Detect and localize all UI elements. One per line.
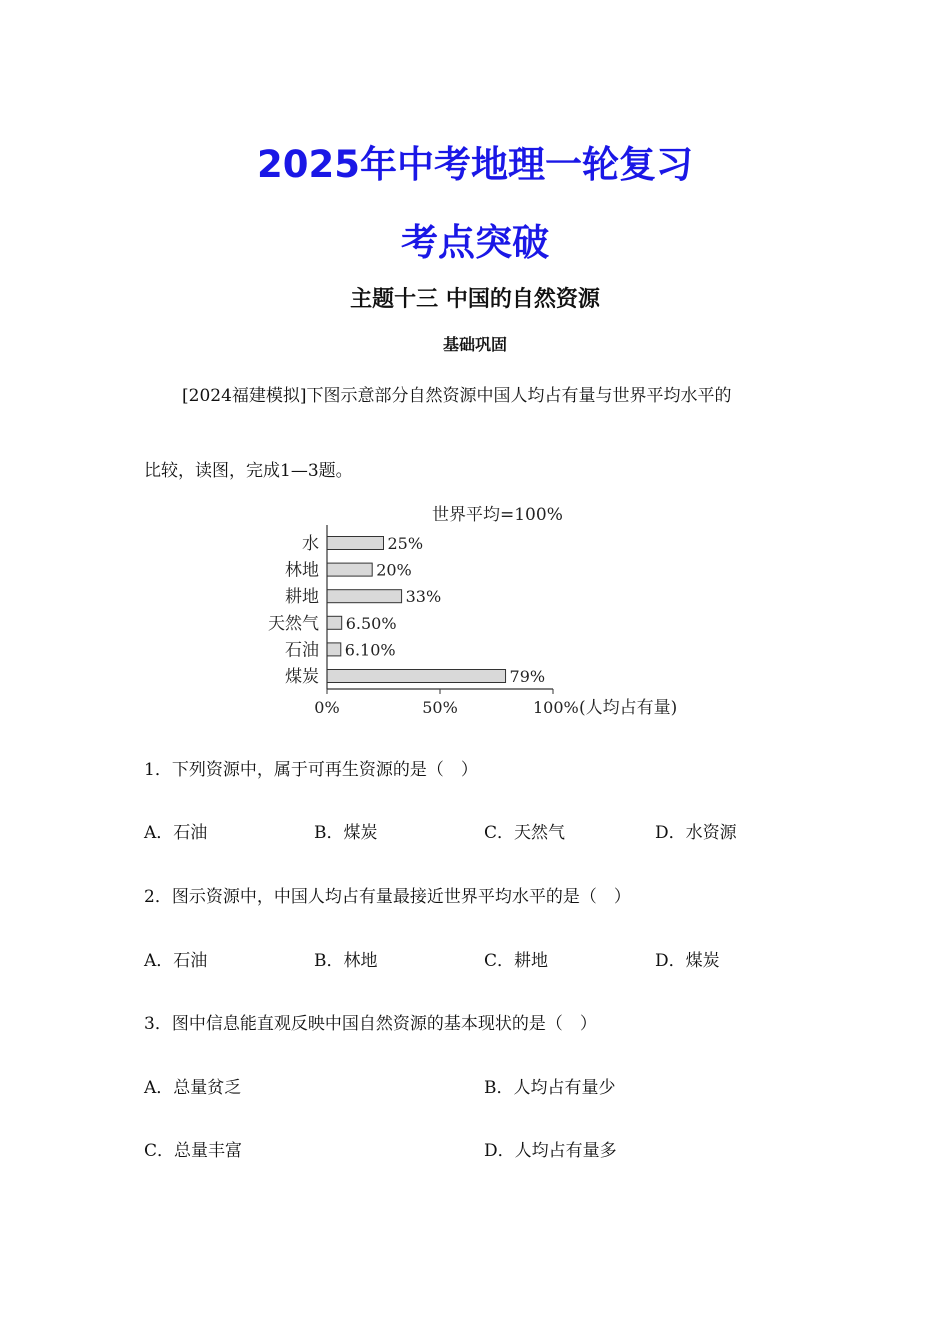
category-label: 煤炭 xyxy=(285,667,319,687)
bar xyxy=(327,590,402,603)
bar xyxy=(327,616,342,629)
question-3-stem: 3．图中信息能直观反映中国自然资源的基本现状的是（ ） xyxy=(144,1014,597,1034)
x-axis-label: (人均占有量) xyxy=(579,698,678,718)
x-tick-label: 100% xyxy=(533,698,579,717)
value-label: 79% xyxy=(509,667,546,686)
category-label: 天然气 xyxy=(268,613,319,634)
value-label: 6.10% xyxy=(344,640,396,660)
category-label: 石油 xyxy=(285,640,319,661)
question-2-option-d[interactable]: D．煤炭 xyxy=(655,951,720,971)
main-title: 2025年中考地理一轮复习 xyxy=(257,143,693,186)
value-label: 25% xyxy=(387,534,424,553)
question-1-stem: 1．下列资源中，属于可再生资源的是（ ） xyxy=(144,760,478,780)
category-label: 水 xyxy=(302,534,319,554)
question-3-option-d[interactable]: D．人均占有量多 xyxy=(484,1141,617,1161)
question-1-option-b[interactable]: B．煤炭 xyxy=(314,823,378,843)
question-2-option-c[interactable]: C．耕地 xyxy=(484,951,549,971)
value-label: 20% xyxy=(376,560,412,580)
intro-line-1: [2024福建模拟]下图示意部分自然资源中国人均占有量与世界平均水平的 xyxy=(182,386,732,406)
x-tick-label: 0% xyxy=(314,698,340,717)
topic-heading: 主题十三 中国的自然资源 xyxy=(350,287,600,312)
question-1-option-d[interactable]: D．水资源 xyxy=(655,823,737,843)
value-label: 6.50% xyxy=(345,613,397,633)
resource-bar-chart xyxy=(255,495,705,725)
bar xyxy=(327,537,384,550)
category-label: 耕地 xyxy=(285,587,319,608)
question-2-option-a[interactable]: A．石油 xyxy=(144,951,208,971)
category-label: 林地 xyxy=(285,560,319,581)
question-3-option-c[interactable]: C．总量丰富 xyxy=(144,1141,243,1161)
bar xyxy=(327,643,341,656)
bar xyxy=(327,563,372,576)
chart-title: 世界平均=100% xyxy=(432,505,563,525)
intro-line-2: 比较，读图，完成1—3题。 xyxy=(144,461,353,481)
question-1-option-c[interactable]: C．天然气 xyxy=(484,823,566,843)
bar xyxy=(327,670,506,683)
sub-title: 考点突破 xyxy=(401,221,549,264)
section-heading: 基础巩固 xyxy=(442,335,507,354)
value-label: 33% xyxy=(405,587,442,607)
question-2-option-b[interactable]: B．林地 xyxy=(314,951,378,971)
x-tick-label: 50% xyxy=(422,698,458,717)
question-3-option-b[interactable]: B．人均占有量少 xyxy=(484,1078,616,1098)
question-1-option-a[interactable]: A．石油 xyxy=(144,823,208,843)
question-3-option-a[interactable]: A．总量贫乏 xyxy=(144,1078,242,1098)
question-2-stem: 2．图示资源中，中国人均占有量最接近世界平均水平的是（ ） xyxy=(144,887,631,907)
